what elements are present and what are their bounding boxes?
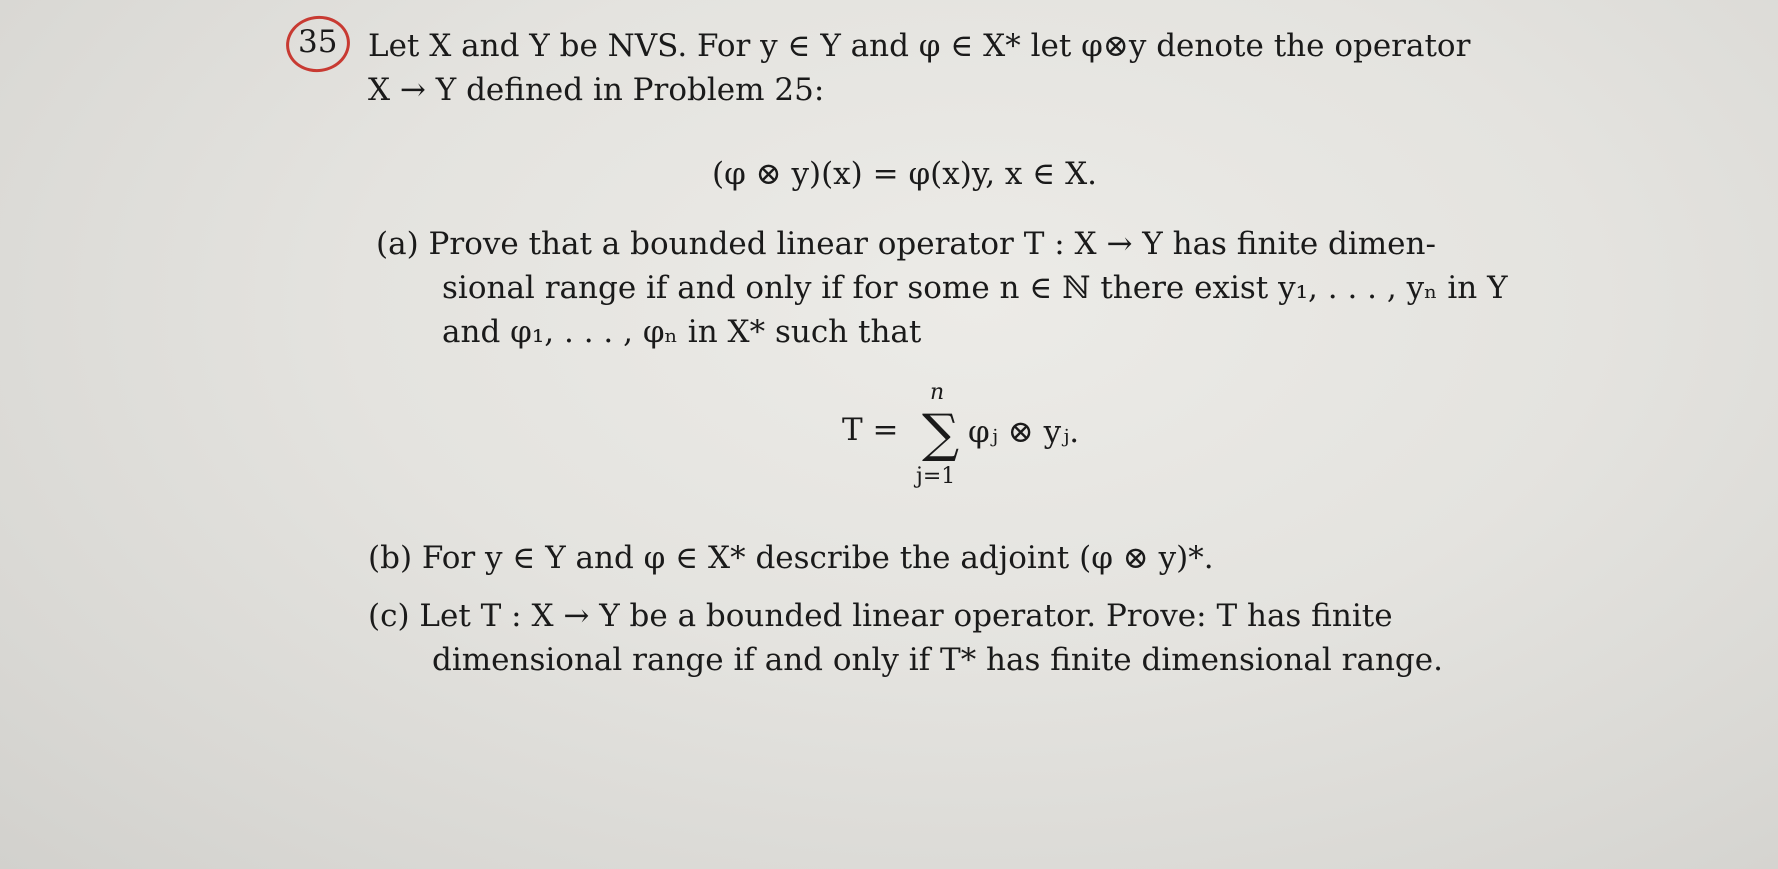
sum-upper-limit: n — [930, 380, 945, 405]
part-a-line3: and φ₁, . . . , φₙ in X* such that — [442, 314, 922, 350]
summation-symbol: ∑ — [922, 404, 960, 464]
sum-lhs: T = — [842, 412, 899, 448]
part-c-line2: dimensional range if and only if T* has finite dimensional range. — [432, 642, 1443, 678]
part-a-line2: sional range if and only if for some n ∈ ℕ there exist y₁, . . . , yₙ in Y — [442, 270, 1508, 306]
problem-number: 35 — [298, 24, 338, 60]
display-equation: (φ ⊗ y)(x) = φ(x)y, x ∈ X. — [712, 156, 1097, 192]
problem-intro-line1: Let X and Y be NVS. For y ∈ Y and φ ∈ X* let φ⊗y denote the operator — [368, 28, 1471, 64]
sum-body: φⱼ ⊗ yⱼ. — [968, 414, 1080, 450]
part-b-line1: (b) For y ∈ Y and φ ∈ X* describe the adjoint (φ ⊗ y)*. — [368, 540, 1214, 576]
problem-intro-line2: X → Y defined in Problem 25: — [368, 72, 825, 108]
part-c-line1: (c) Let T : X → Y be a bounded linear operator. Prove: T has finite — [368, 598, 1393, 634]
sum-lower-limit: j=1 — [916, 464, 956, 489]
part-a-line1: (a) Prove that a bounded linear operator T : X → Y has finite dimen- — [376, 226, 1436, 262]
